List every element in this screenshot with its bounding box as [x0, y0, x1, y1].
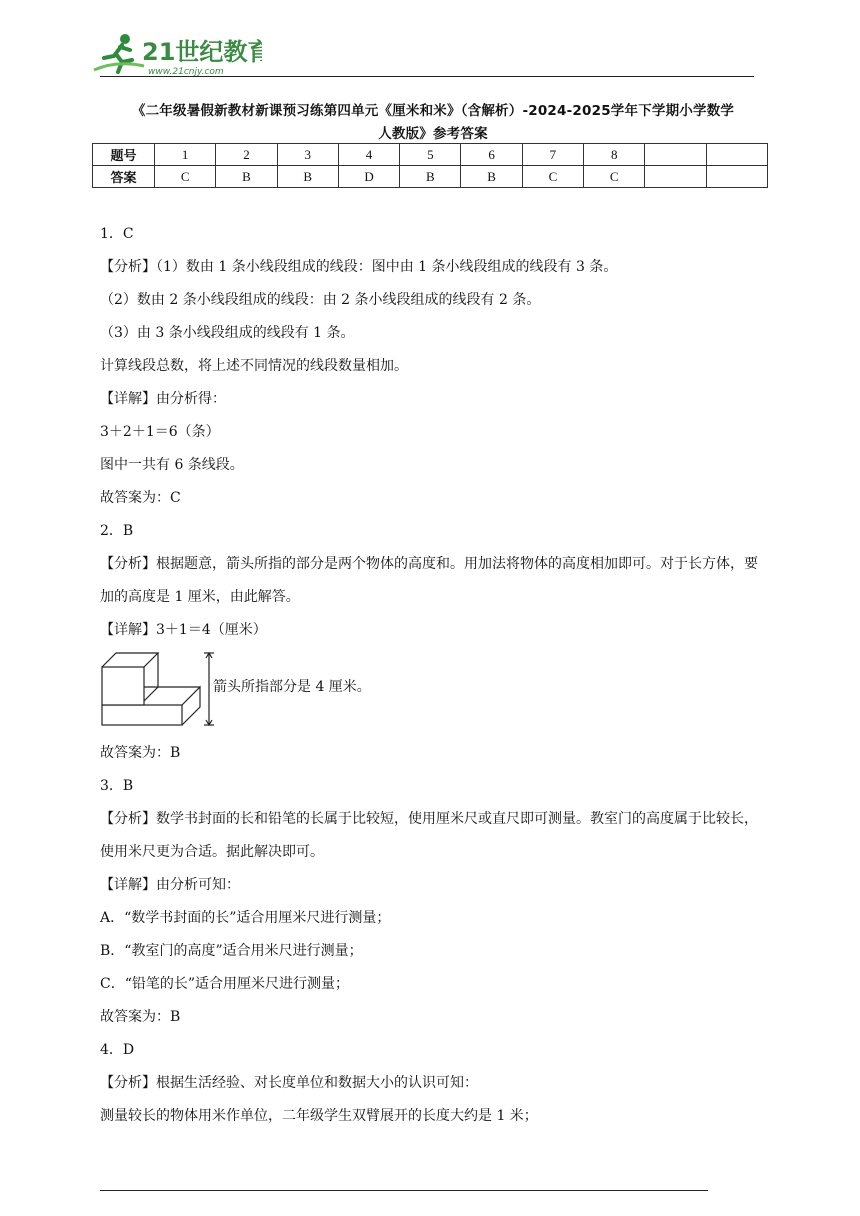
paragraph: 3＋2＋1＝6（条） — [100, 424, 220, 440]
table-cell: B — [277, 166, 338, 188]
answer-content — [100, 218, 762, 1133]
logo-text: 21世纪教育 — [142, 38, 262, 66]
table-cell: D — [338, 166, 399, 188]
site-logo — [92, 30, 262, 80]
table-cell: 1 — [155, 144, 216, 166]
table-cell: 3 — [277, 144, 338, 166]
table-cell — [706, 144, 767, 166]
table-header-question-number: 题号 — [93, 144, 155, 166]
logo-url: www.21cnjy.com — [148, 67, 224, 77]
paragraph: 图中一共有 6 条线段。 — [100, 457, 244, 473]
paragraph: （3）由 3 条小线段组成的线段有 1 条。 — [100, 325, 355, 341]
figure-caption: 箭头所指部分是 4 厘米。 — [213, 679, 371, 695]
paragraph: 测量较长的物体用米作单位，二年级学生双臂展开的长度大约是 1 米； — [100, 1108, 538, 1124]
question-2-heading: 2．B — [100, 523, 134, 539]
paragraph: 【分析】（1）数由 1 条小线段组成的线段：图中由 1 条小线段组成的线段有 3 条。 — [100, 259, 618, 275]
table-cell: 4 — [338, 144, 399, 166]
table-cell: 8 — [584, 144, 645, 166]
paragraph: 【分析】根据题意，箭头所指的部分是两个物体的高度和。用加法将物体的高度相加即可。对于长方体，要加的高度是 1 厘米，由此解答。 — [100, 556, 758, 605]
table-cell: B — [400, 166, 461, 188]
paragraph: （2）数由 2 条小线段组成的线段：由 2 条小线段组成的线段有 2 条。 — [100, 292, 541, 308]
logo-icon — [92, 30, 262, 80]
title-line-1: 《二年级暑假新教材新课预习练第四单元《厘米和米》（含解析）-2024-2025学年下学期小学数学 — [131, 103, 735, 119]
table-row-numbers — [93, 144, 768, 166]
table-cell: 6 — [461, 144, 522, 166]
table-row-answers — [93, 166, 768, 188]
table-cell: C — [584, 166, 645, 188]
paragraph: 【详解】由分析得： — [100, 391, 226, 407]
table-cell — [645, 144, 706, 166]
paragraph: 【分析】数学书封面的长和铅笔的长属于比较短，使用厘米尺或直尺即可测量。教室门的高度属于比较长，使用米尺更为合适。据此解决即可。 — [100, 811, 758, 860]
figure-block — [100, 649, 762, 729]
paragraph: 故答案为：B — [100, 745, 181, 761]
paragraph: 计算线段总数，将上述不同情况的线段数量相加。 — [100, 358, 408, 374]
paragraph: 【详解】由分析可知： — [100, 877, 240, 893]
paragraph: 故答案为：C — [100, 490, 181, 506]
question-4-heading: 4．D — [100, 1042, 135, 1058]
document-title — [100, 100, 766, 146]
footer-divider — [100, 1190, 708, 1191]
table-cell — [645, 166, 706, 188]
paragraph: 【详解】3＋1＝4（厘米） — [100, 622, 267, 638]
paragraph: A．“数学书封面的长”适合用厘米尺进行测量； — [100, 910, 391, 926]
table-cell: B — [461, 166, 522, 188]
table-cell — [706, 166, 767, 188]
answer-table — [92, 143, 768, 188]
paragraph: B．“教室门的高度”适合用米尺进行测量； — [100, 943, 363, 959]
block-diagram-figure — [100, 649, 220, 729]
question-1-heading: 1．C — [100, 226, 134, 242]
table-cell: C — [155, 166, 216, 188]
table-cell: 7 — [522, 144, 583, 166]
table-cell: C — [522, 166, 583, 188]
paragraph: C．“铅笔的长”适合用厘米尺进行测量； — [100, 976, 350, 992]
header-divider — [100, 76, 754, 77]
title-line-2: 人教版》参考答案 — [378, 126, 488, 142]
table-header-answer: 答案 — [93, 166, 155, 188]
paragraph: 故答案为：B — [100, 1009, 181, 1025]
table-cell: B — [216, 166, 277, 188]
question-3-heading: 3．B — [100, 778, 134, 794]
paragraph: 【分析】根据生活经验、对长度单位和数据大小的认识可知： — [100, 1075, 478, 1091]
table-cell: 2 — [216, 144, 277, 166]
table-cell: 5 — [400, 144, 461, 166]
